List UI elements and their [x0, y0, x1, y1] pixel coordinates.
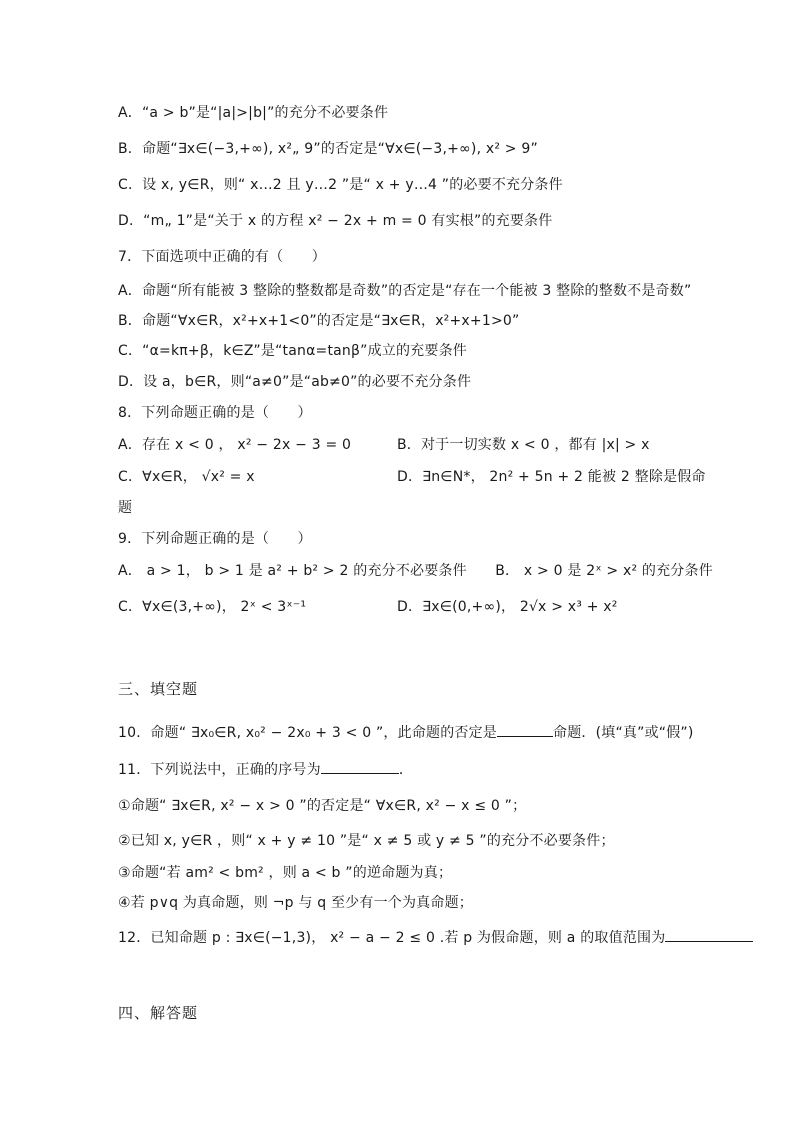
q11-item-4: ④若 p∨q 为真命题，则 ¬p 与 q 至少有一个为真命题；: [118, 895, 473, 911]
q8-option-d: D．∃n∈N*， 2n² + 5n + 2 能被 2 整除是假命: [397, 469, 706, 485]
section-answer-title: 四、解答题: [118, 1004, 199, 1022]
q7-option-b: B．命题“∀x∈R，x²+x+1<0”的否定是“∃x∈R，x²+x+1>0”: [118, 313, 520, 329]
q8-option-b: B．对于一切实数 x < 0 ，都有 |x| > x: [397, 437, 650, 453]
q12-text-before: 12．已知命题 p : ∃x∈(−1,3)， x² − a − 2 ≤ 0 .若 p 为假命题，则 a 的取值范围为: [118, 930, 666, 946]
q11-item-3: ③命题“若 am² < bm² ，则 a < b ”的逆命题为真；: [118, 865, 453, 881]
q10-answer-blank: [497, 722, 553, 737]
q8-option-c: C．∀x∈R， √x² = x: [118, 469, 255, 485]
q7-option-d: D．设 a，b∈R，则“a≠0”是“ab≠0”的必要不充分条件: [118, 374, 472, 390]
q6-option-c: C．设 x, y∈R，则“ x…2 且 y…2 ”是“ x + y…4 ”的必要不充分条件: [118, 177, 563, 193]
q6-option-b: B．命题“∃x∈(−3,+∞), x²„ 9”的否定是“∀x∈(−3,+∞), x² > 9”: [118, 141, 538, 157]
q11-item-1: ①命题“ ∃x∈R, x² − x > 0 ”的否定是“ ∀x∈R, x² − x ≤ 0 ”；: [118, 798, 527, 814]
q6-option-a: A．“a > b”是“|a|>|b|”的充分不必要条件: [118, 105, 389, 121]
q11-text-after: ．: [398, 762, 414, 778]
q9-stem: 9．下列命题正确的是（ ）: [118, 531, 312, 547]
q7-stem: 7．下面选项中正确的有（ ）: [118, 249, 326, 265]
q6-option-d: D．“m„ 1”是“关于 x 的方程 x² − 2x + m = 0 有实根”的充要条件: [118, 213, 553, 229]
q12: [118, 927, 753, 947]
q8-option-d-wrap: 题: [118, 500, 133, 516]
section-fill-in-title: 三、填空题: [118, 680, 199, 698]
q11-answer-blank: [321, 759, 399, 774]
q8-option-a: A．存在 x < 0 ， x² − 2x − 3 = 0: [118, 437, 352, 453]
q11-text-before: 11．下列说法中，正确的序号为: [118, 762, 321, 778]
q11-item-2: ②已知 x, y∈R ，则“ x + y ≠ 10 ”是“ x ≠ 5 或 y ≠ 5 ”的充分不必要条件；: [118, 833, 615, 849]
q10: [118, 722, 694, 742]
q11-stem: [118, 759, 413, 779]
q9-option-d: D．∃x∈(0,+∞)， 2√x > x³ + x²: [397, 599, 618, 615]
q9-option-c: C．∀x∈(3,+∞)， 2ˣ < 3ˣ⁻¹: [118, 599, 307, 615]
q9-option-ab: A． a > 1， b > 1 是 a² + b² > 2 的充分不必要条件 B． x > 0 是 2ˣ > x² 的充分条件: [118, 563, 713, 579]
q12-answer-blank: [665, 927, 753, 942]
q7-option-c: C．“α=kπ+β，k∈Z”是“tanα=tanβ”成立的充要条件: [118, 343, 467, 359]
q10-text-before: 10．命题“ ∃x₀∈R, x₀² − 2x₀ + 3 < 0 ”，此命题的否定是: [118, 725, 498, 741]
q8-stem: 8．下列命题正确的是（ ）: [118, 405, 312, 421]
q10-text-after: 命题．(填“真”或“假”): [553, 725, 694, 741]
q7-option-a: A．命题“所有能被 3 整除的整数都是奇数”的否定是“存在一个能被 3 整除的整数不是奇数”: [118, 283, 692, 299]
